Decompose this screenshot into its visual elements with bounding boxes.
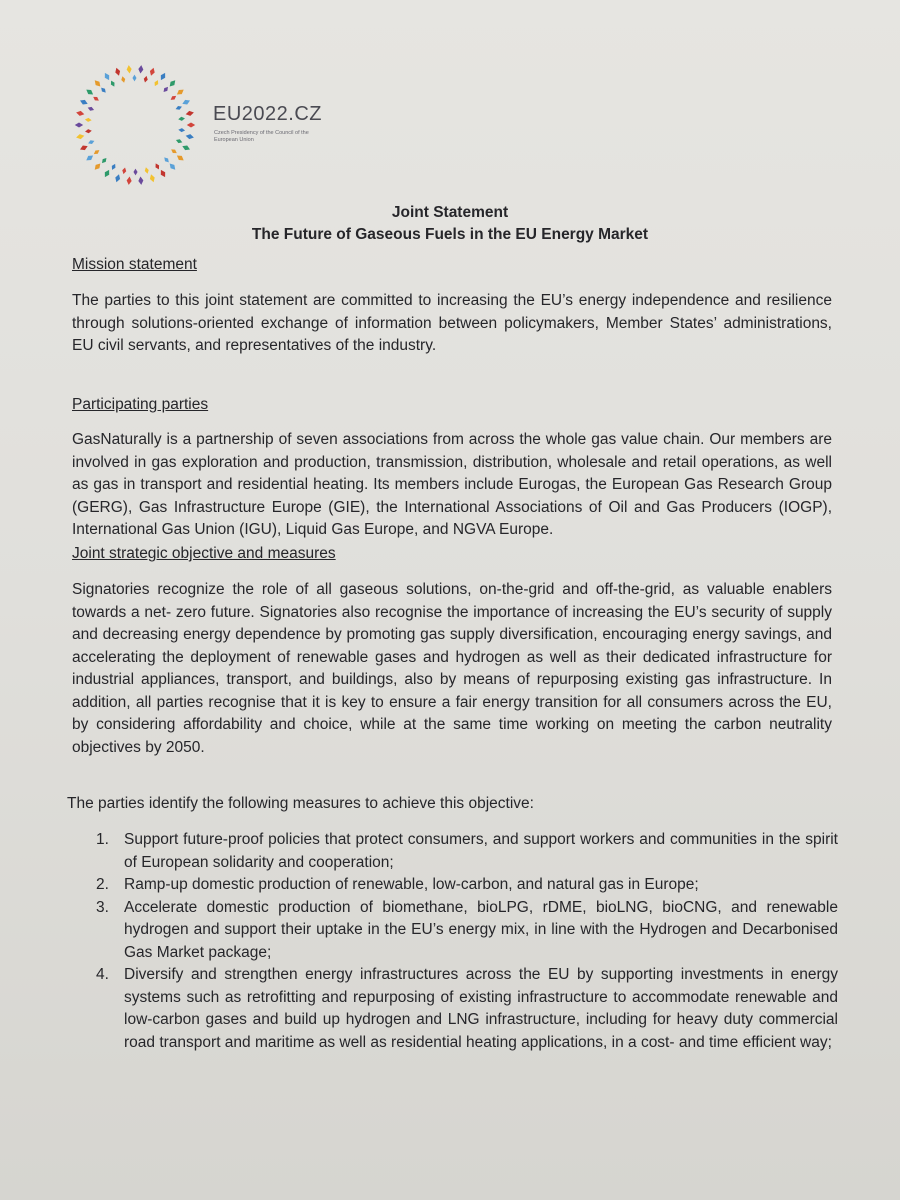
logo-diamond	[85, 153, 95, 162]
logo-diamond	[168, 79, 177, 89]
logo-diamond	[79, 98, 89, 106]
logo-diamond	[76, 110, 85, 117]
heading-mission: Mission statement	[72, 256, 197, 273]
logo-diamond	[185, 133, 194, 140]
eu-presidency-logo	[70, 60, 200, 190]
heading-parties: Participating parties	[72, 396, 209, 413]
logo-diamond	[93, 79, 102, 89]
logo-diamond	[181, 98, 191, 106]
logo-diamond	[85, 129, 92, 134]
logo-diamond	[181, 144, 191, 152]
logo-diamond	[75, 122, 83, 127]
logo-diamond	[170, 148, 178, 155]
logo-diamond	[168, 162, 177, 172]
logo-diamond	[79, 144, 89, 152]
logo-diamond	[100, 86, 108, 94]
logo-diamond	[175, 138, 183, 144]
logo-text: EU2022.CZ	[213, 103, 322, 125]
logo-diamond	[109, 80, 116, 88]
logo-diamond	[175, 88, 185, 97]
logo-diamond	[120, 76, 126, 84]
list-item	[96, 897, 838, 965]
logo-diamond	[154, 162, 161, 170]
logo-diamond	[87, 106, 95, 112]
logo-diamond	[169, 94, 177, 101]
list-item-number: 4.	[96, 966, 109, 983]
logo-diamond	[93, 148, 101, 155]
title-line-1: Joint Statement	[391, 204, 509, 221]
logo-diamond	[121, 167, 127, 175]
logo-diamond	[149, 173, 156, 183]
paragraph-mission: The parties to this joint statement are committed to increasing the EU’s energy independence and resilience through solutions-oriented exchange of information between policymakers, Member States’ administrations, EU civil servants, and representatives of the industry.	[72, 292, 832, 354]
list-item-text: Support future-proof policies that protect consumers, and support workers and communities in the spirit of European solidarity and cooperation;	[124, 831, 838, 871]
logo-diamond	[178, 128, 185, 133]
document-title	[0, 202, 900, 246]
measures-list	[96, 829, 838, 1054]
logo-diamond	[114, 67, 121, 77]
logo-diamond	[163, 156, 171, 164]
logo-diamond	[175, 153, 185, 162]
list-item-number: 3.	[96, 898, 109, 916]
logo-diamond	[144, 167, 150, 175]
logo-diamond	[162, 86, 170, 94]
paragraph-parties: GasNaturally is a partnership of seven associations from across the whole gas value chain. Our members are involved in gas exploration and production, transmission, distribution, wholesale and retail operations, as well as gas in transport and residential heating. Its members include Eurogas, the European Gas Research Group (GERG), Gas Infrastructure Europe (GIE), the International Associations of Oil and Gas Producers (IOGP), International Gas Union (IGU), Liquid Gas Europe, and NGVA Europe.	[72, 431, 832, 538]
list-item-number: 2.	[96, 876, 109, 893]
logo-diamond	[132, 75, 136, 82]
logo-diamond	[85, 88, 95, 97]
list-item-number: 1.	[96, 831, 109, 848]
logo-diamond	[126, 176, 132, 185]
logo-diamond	[92, 95, 100, 102]
logo-diamond	[103, 72, 112, 82]
logo-diamond	[133, 169, 137, 176]
logo-diamond	[138, 65, 144, 74]
logo-diamond	[153, 79, 160, 87]
logo-diamond	[110, 163, 117, 171]
logo-diamond	[159, 72, 168, 82]
list-item	[96, 829, 838, 874]
logo-diamond	[185, 110, 194, 117]
logo-diamond	[76, 133, 85, 140]
logo-diamond	[159, 169, 168, 179]
logo-diamond	[175, 105, 183, 111]
logo-diamond	[103, 169, 112, 179]
logo-diamond	[87, 139, 95, 145]
logo-diamond	[143, 75, 149, 83]
title-line-2: The Future of Gaseous Fuels in the EU Energy Market	[251, 226, 649, 243]
logo-diamond	[138, 176, 144, 185]
logo-diamond	[114, 173, 121, 183]
list-item-text: Ramp-up domestic production of renewable, low-carbon, and natural gas in Europe;	[124, 876, 699, 893]
list-item-text: Diversify and strengthen energy infrastructures across the EU by supporting investments in energy systems such as retrofitting and repurposing of existing infrastructure to accommodate renewable and low-carbon gases and build up hydrogen and LNG infrastructure, including for heavy duty commercial road transport and maritime as well as residential heating applications, in a cost- and time efficient way;	[124, 966, 838, 1051]
logo-diamond	[126, 65, 132, 74]
list-item	[96, 874, 838, 897]
paragraph-objective: Signatories recognize the role of all gaseous solutions, on-the-grid and off-the-grid, as valuable enablers towards a net- zero future. Signatories also recognise the importance of increasing the EU’s security of supply and decreasing energy dependence by promoting gas supply diversification, encouraging energy savings, and accelerating the deployment of renewable gases and hydrogen as well as their dedicated infrastructure for industrial appliances, transport, and buildings, also by means of repurposing existing gas infrastructure. In addition, all parties recognise that it is key to ensure a fair energy transition for all consumers across the EU, by considering affordability and choice, while at the same time working on meeting the carbon neutrality objectives by 2050.	[72, 581, 832, 756]
logo-subtitle: Czech Presidency of the Council of the European Union	[214, 130, 309, 143]
heading-objective: Joint strategic objective and measures	[72, 545, 336, 562]
logo-diamond	[178, 116, 185, 121]
list-item-text: Accelerate domestic production of biomethane, bioLPG, rDME, bioLNG, bioCNG, and renewable hydrogen and support their uptake in the EU’s energy mix, in line with the Hydrogen and Decarbonised Gas Market package;	[124, 898, 838, 961]
logo-diamond	[93, 162, 102, 172]
logo-diamond	[100, 157, 108, 165]
logo-diamond	[187, 122, 195, 127]
logo-diamond	[85, 117, 92, 122]
logo-diamond	[149, 67, 156, 77]
list-item	[96, 964, 838, 1054]
measures-intro: The parties identify the following measures to achieve this objective:	[67, 795, 534, 812]
